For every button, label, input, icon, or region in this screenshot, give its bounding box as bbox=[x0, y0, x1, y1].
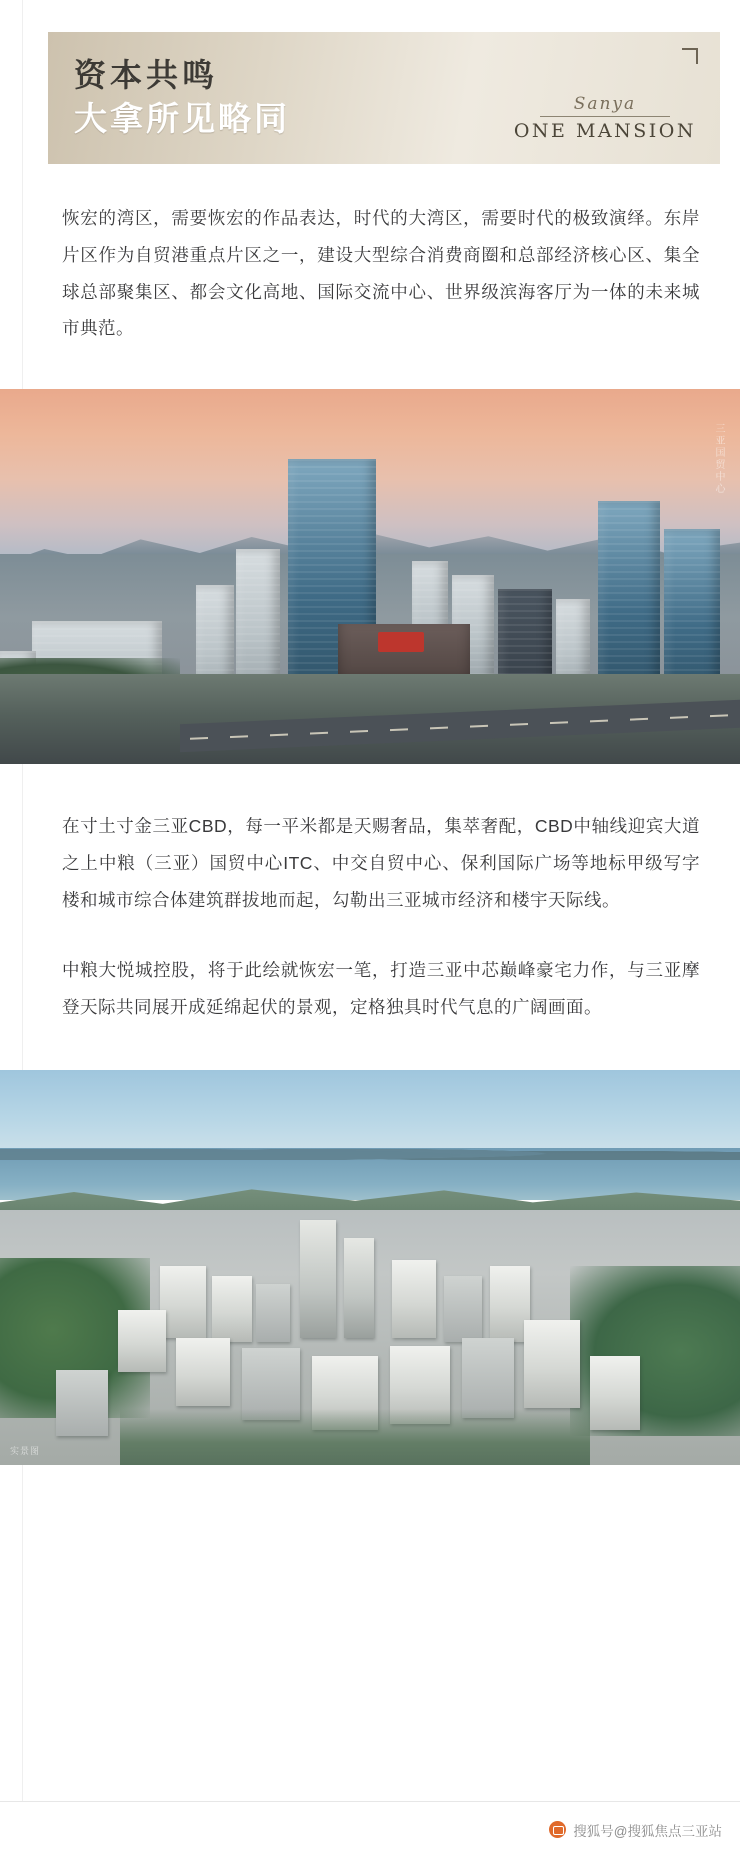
banner-title-group bbox=[74, 58, 290, 137]
image1-mall-signage bbox=[378, 632, 424, 652]
article-image-aerial-city bbox=[0, 1070, 740, 1465]
body-paragraph: 在寸土寸金三亚CBD，每一平米都是天赐奢品，集萃奢配，CBD中轴线迎宾大道之上中粮（三亚）国贸中心ITC、中交自贸中心、保利国际广场等地标甲级写字楼和城市综合体建筑群拔地而起，勾勒出三亚城市经济和楼宇天际线。 bbox=[62, 816, 700, 910]
image2-tower-center-b bbox=[344, 1238, 374, 1338]
image2-block-b bbox=[212, 1276, 252, 1342]
image2-block-m bbox=[524, 1320, 580, 1408]
image2-tower-center bbox=[300, 1220, 336, 1338]
source-attribution[interactable] bbox=[549, 1820, 722, 1840]
header-banner bbox=[48, 32, 720, 164]
article-image-cbd-skyline bbox=[0, 389, 740, 764]
header-banner-wrapper bbox=[0, 32, 740, 164]
article-footer bbox=[0, 1801, 740, 1857]
banner-title-secondary: 大拿所见略同 bbox=[74, 100, 290, 138]
image2-block-d bbox=[392, 1260, 436, 1338]
body-paragraph: 中粮大悦城控股，将于此绘就恢宏一笔，打造三亚中芯巅峰豪宅力作，与三亚摩登天际共同展开成延绵起伏的景观，定格独具时代气息的广阔画面。 bbox=[62, 960, 700, 1017]
banner-title-primary: 资本共鸣 bbox=[74, 57, 219, 94]
brand-logo-divider bbox=[540, 116, 670, 117]
image2-block-a bbox=[160, 1266, 206, 1338]
image2-watermark: 实景图 bbox=[10, 1445, 41, 1456]
source-label: 搜狐号@搜狐焦点三亚站 bbox=[573, 1823, 722, 1839]
image2-block-n bbox=[590, 1356, 640, 1430]
image2-block-l bbox=[462, 1338, 514, 1418]
image2-block-g bbox=[118, 1310, 166, 1372]
image2-block-h bbox=[176, 1338, 230, 1406]
sohu-logo-icon bbox=[549, 1821, 566, 1838]
body-paragraph: 恢宏的湾区，需要恢宏的作品表达，时代的大湾区，需要时代的极致演绎。东岸片区作为自贸港重点片区之一，建设大型综合消费商圈和总部经济核心区、集全球总部聚集区、都会文化高地、国际交流中心、世界级滨海客厅为一体的未来城市典范。 bbox=[62, 208, 700, 339]
image2-block-c bbox=[256, 1284, 290, 1342]
image1-watermark: 三亚国贸中心 bbox=[713, 423, 724, 495]
brand-logo-name: ONE MANSION bbox=[513, 120, 696, 143]
page-side-rule bbox=[22, 0, 23, 1801]
image2-greenery-foreground bbox=[120, 1409, 590, 1465]
image2-block-o bbox=[56, 1370, 108, 1436]
brand-logo-script: Sanya bbox=[573, 94, 637, 115]
image2-block-e bbox=[444, 1276, 482, 1342]
image2-islands bbox=[0, 1144, 740, 1160]
corner-bracket-icon bbox=[682, 48, 698, 64]
brand-logo bbox=[514, 96, 696, 142]
